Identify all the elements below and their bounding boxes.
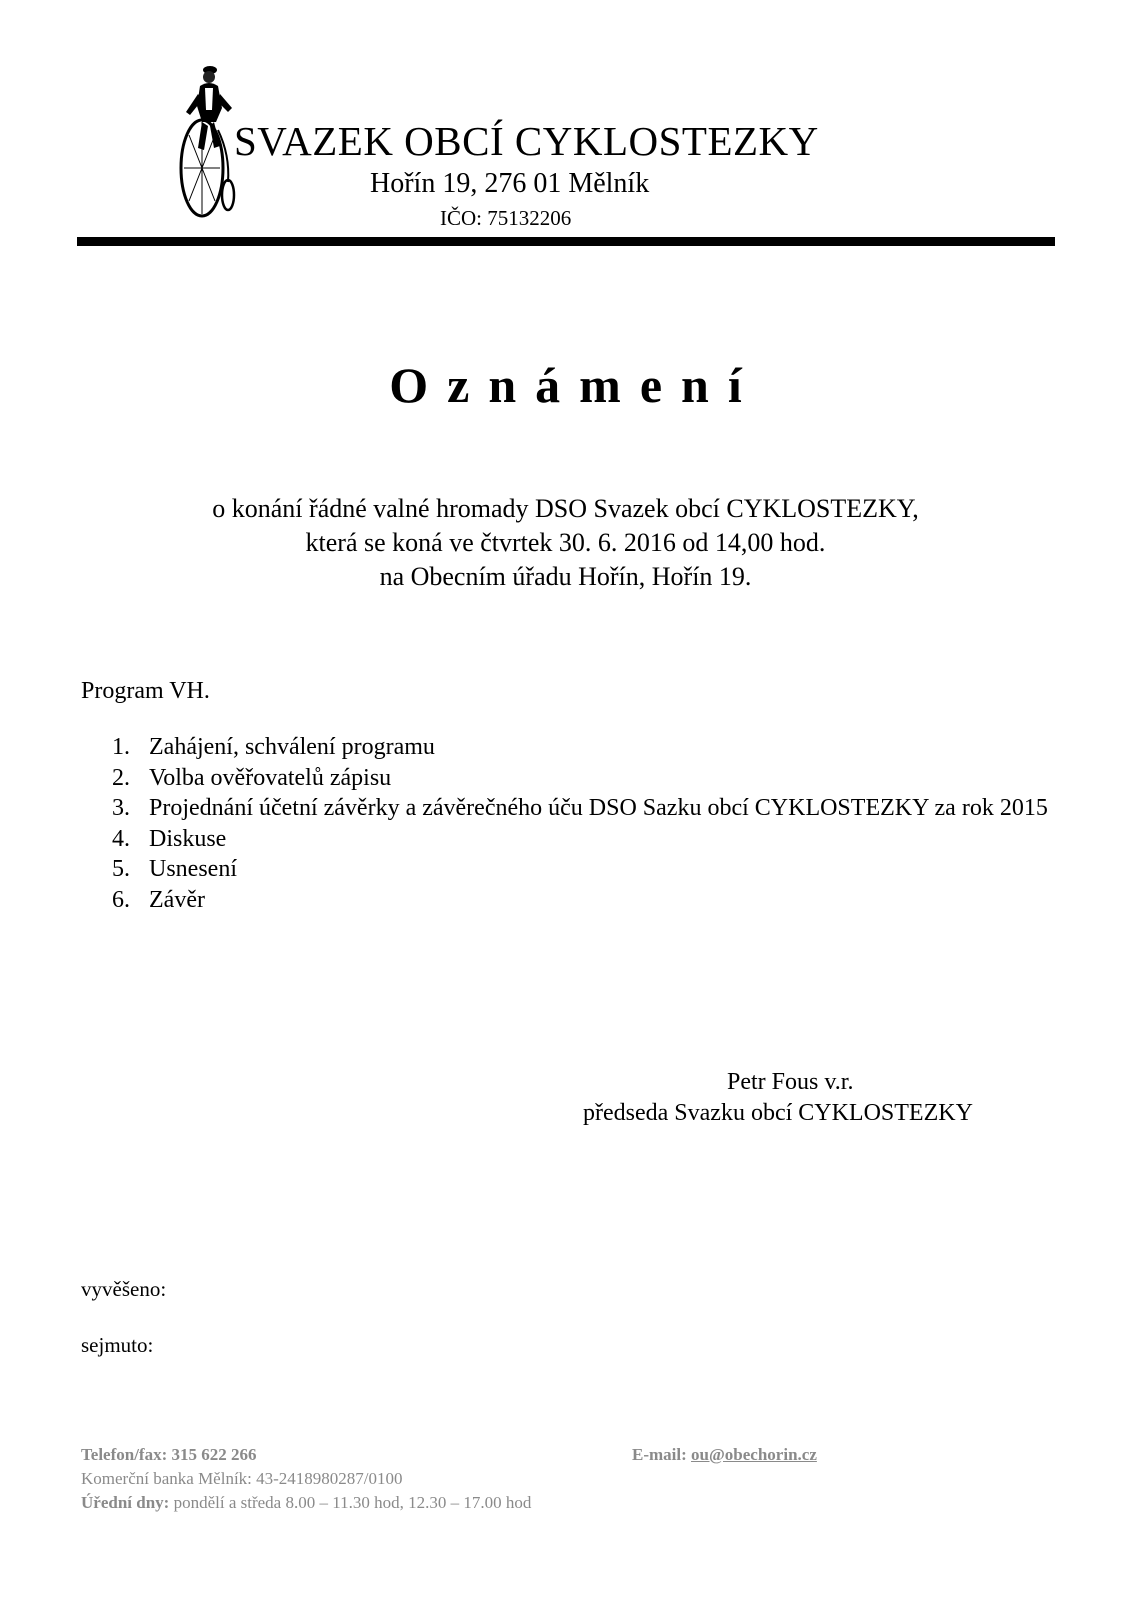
office-hours-value: pondělí a středa 8.00 – 11.30 hod, 12.30 – 17.00 hod bbox=[173, 1493, 532, 1512]
email-label: E-mail: bbox=[632, 1445, 687, 1464]
program-item bbox=[112, 885, 1062, 916]
intro-line: o konání řádné valné hromady DSO Svazek obcí CYKLOSTEZKY, bbox=[212, 494, 919, 523]
program-item-number: 2. bbox=[112, 764, 130, 791]
announcement-intro bbox=[0, 492, 1131, 594]
program-item bbox=[112, 854, 1062, 885]
program-item-number: 1. bbox=[112, 734, 130, 760]
program-item-text: Závěr bbox=[149, 886, 205, 913]
removed-label: sejmuto: bbox=[81, 1333, 154, 1357]
intro-line: která se koná ve čtvrtek 30. 6. 2016 od 14,00 hod. bbox=[305, 528, 826, 557]
posted-label: vyvěšeno: bbox=[81, 1277, 167, 1301]
footer-email bbox=[632, 1445, 817, 1465]
organization-address: Hořín 19, 276 01 Mělník bbox=[370, 168, 650, 199]
office-hours-label: Úřední dny: bbox=[81, 1493, 170, 1512]
program-item-number: 4. bbox=[112, 825, 130, 852]
program-item bbox=[112, 763, 1062, 794]
program-item bbox=[112, 793, 1062, 824]
organization-name: SVAZEK OBCÍ CYKLOSTEZKY bbox=[234, 118, 819, 164]
signatory-name: Petr Fous v.r. bbox=[727, 1069, 854, 1095]
program-item-number: 3. bbox=[112, 795, 130, 821]
page-title: Oznámení bbox=[389, 357, 761, 413]
header-divider bbox=[77, 237, 1055, 246]
program-item-number: 5. bbox=[112, 856, 130, 882]
program-item bbox=[112, 732, 1062, 763]
program-item-text: Diskuse bbox=[149, 825, 227, 852]
program-item-text: Zahájení, schválení programu bbox=[149, 734, 435, 760]
program-list bbox=[112, 732, 1062, 915]
intro-line: na Obecním úřadu Hořín, Hořín 19. bbox=[379, 562, 752, 591]
footer-phone: Telefon/fax: 315 622 266 bbox=[81, 1445, 257, 1464]
email-link[interactable]: ou@obechorin.cz bbox=[691, 1445, 817, 1464]
program-item-number: 6. bbox=[112, 886, 130, 913]
program-item-text: Projednání účetní závěrky a závěrečného úču DSO Sazku obcí CYKLOSTEZKY za rok 2015 bbox=[149, 795, 1048, 821]
program-heading: Program VH. bbox=[81, 678, 210, 704]
program-item-text: Volba ověřovatelů zápisu bbox=[149, 764, 392, 791]
program-item-text: Usnesení bbox=[149, 856, 237, 882]
organization-ico: IČO: 75132206 bbox=[440, 206, 572, 230]
signatory-role: předseda Svazku obcí CYKLOSTEZKY bbox=[583, 1100, 973, 1126]
program-item bbox=[112, 824, 1062, 855]
footer-bank: Komerční banka Mělník: 43-2418980287/0100 bbox=[81, 1469, 403, 1488]
penny-farthing-cyclist-icon bbox=[178, 60, 238, 220]
footer-office-hours bbox=[81, 1493, 531, 1513]
signature-block bbox=[583, 1067, 973, 1129]
